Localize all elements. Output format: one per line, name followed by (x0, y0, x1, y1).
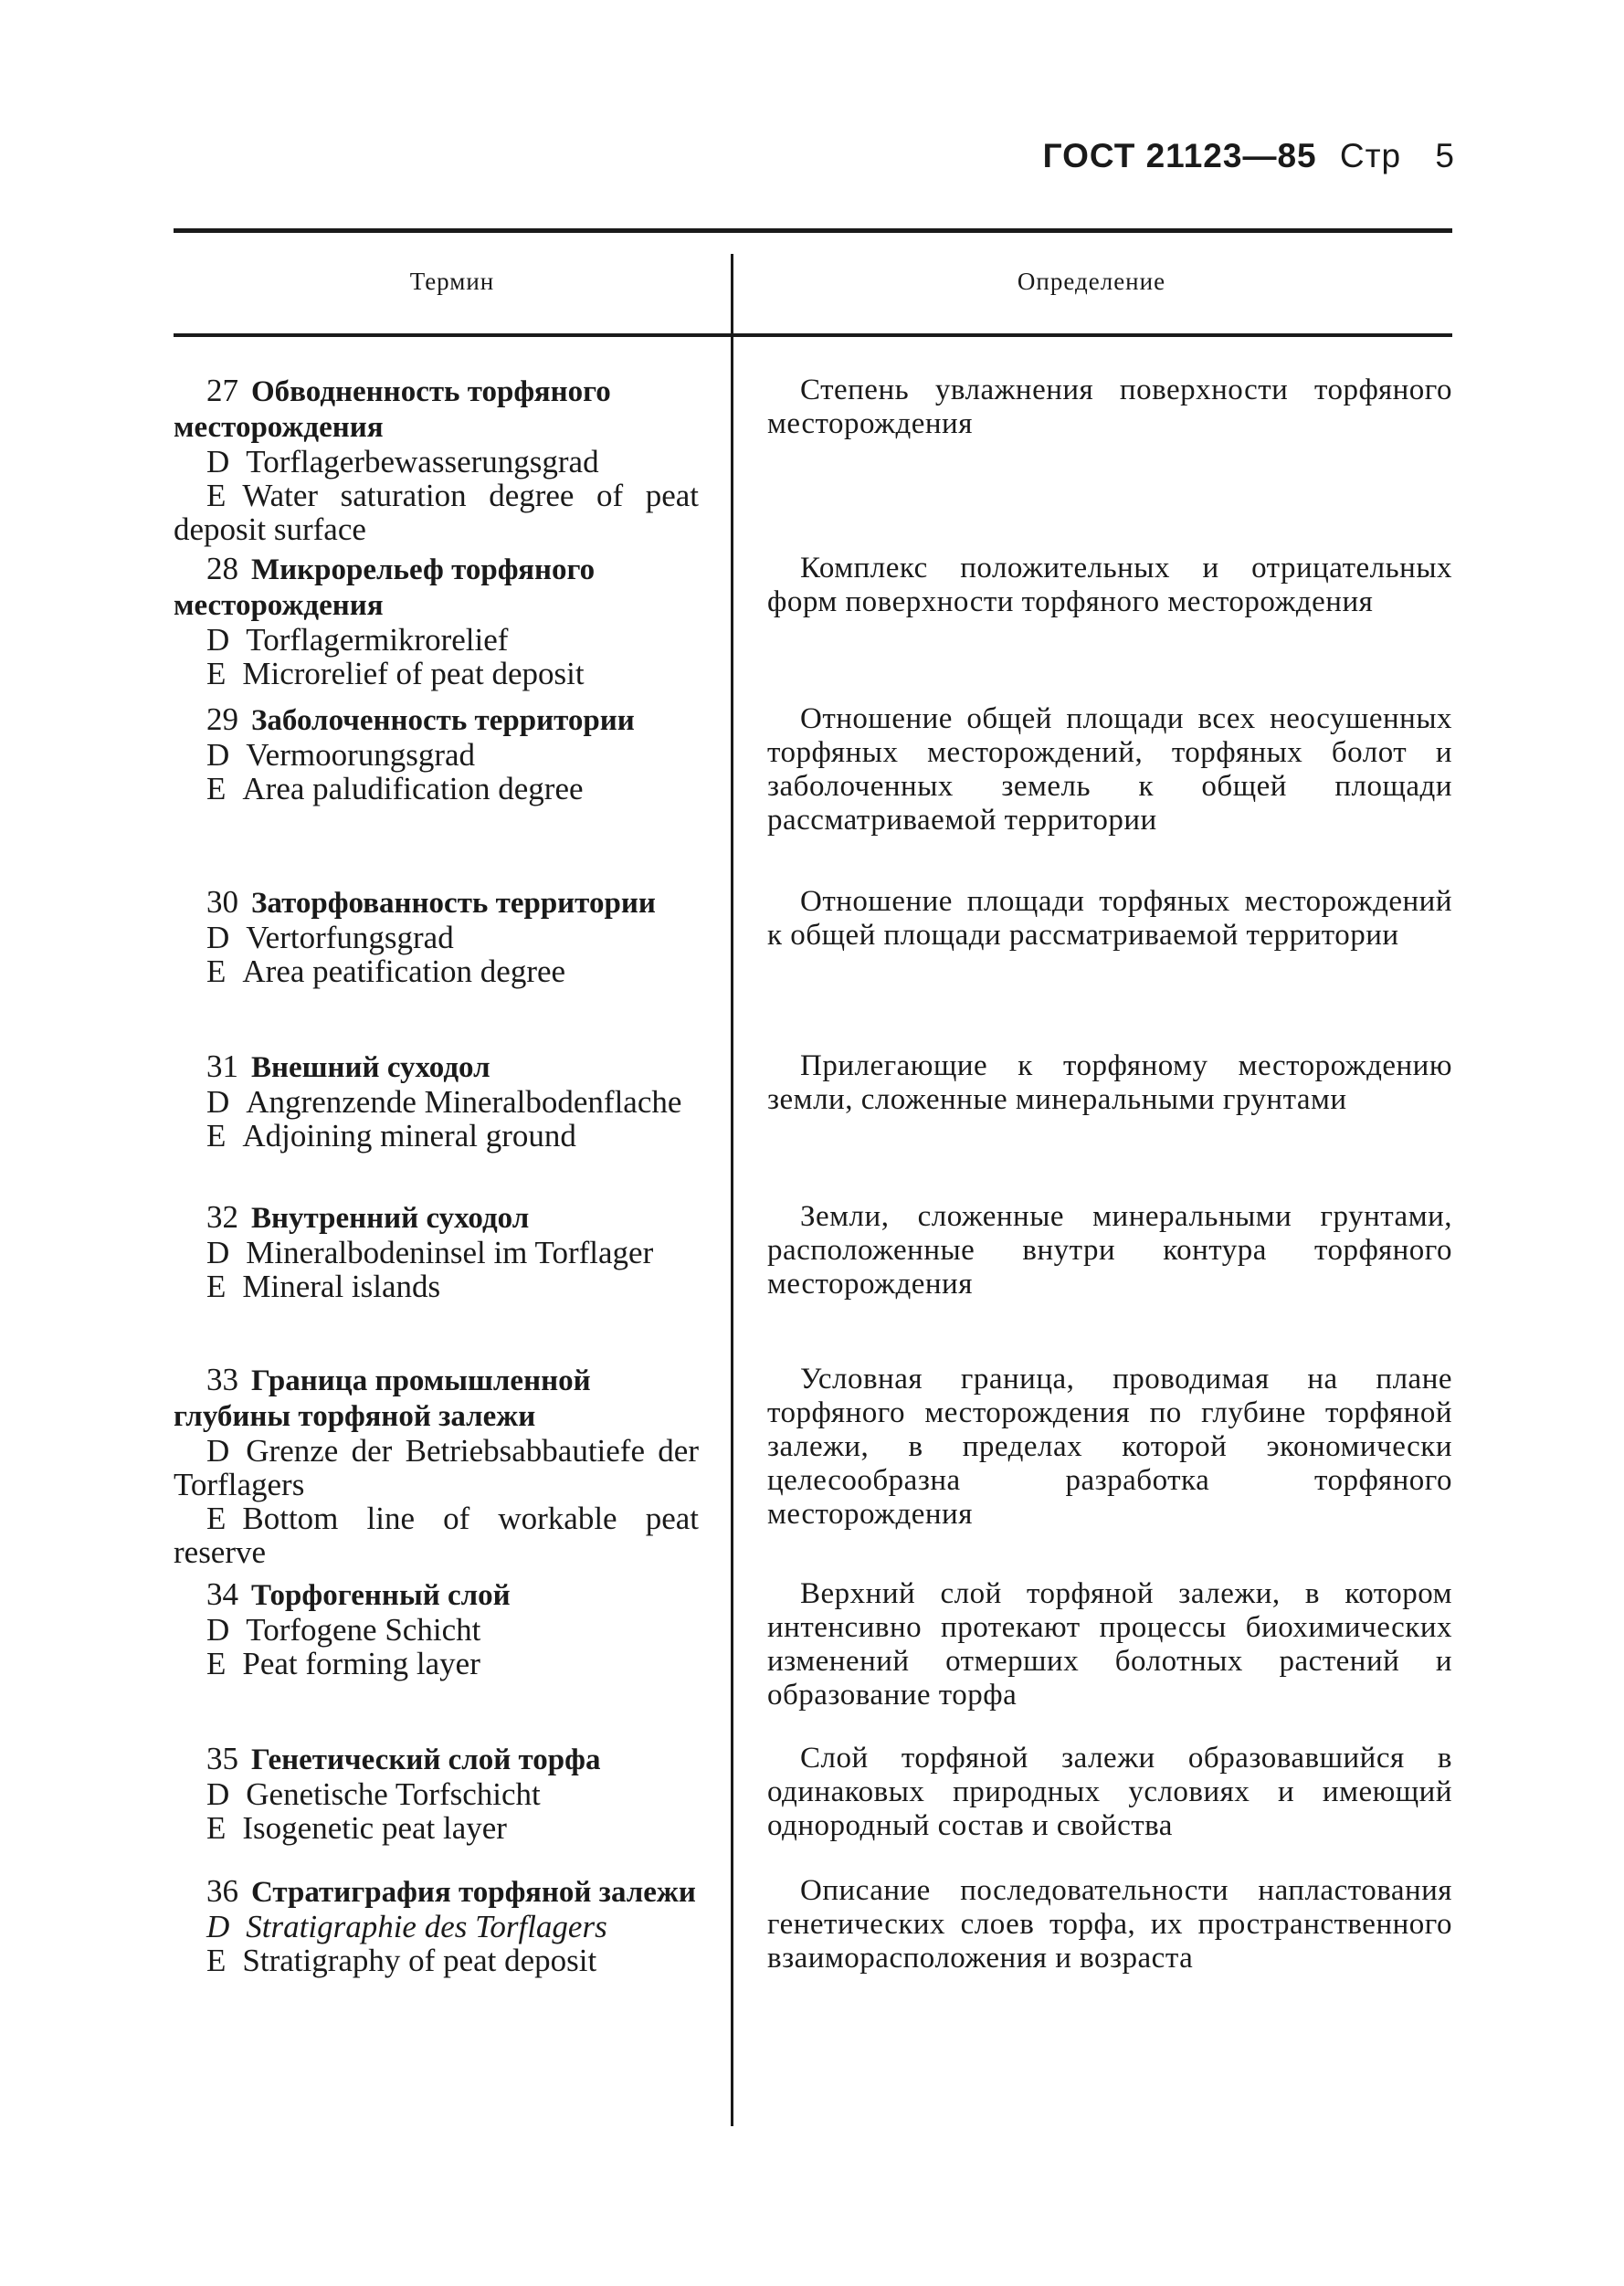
page-number: 5 (1435, 137, 1455, 174)
definition-text: Описание последовательности напластования генетических слоев торфа, их пространственного взаиморасположения и возраста (767, 1874, 1452, 1975)
german-term: Genetische Torfschicht (246, 1776, 541, 1812)
english-label: E (206, 1943, 227, 1978)
english-term: Mineral islands (242, 1269, 441, 1304)
term-cell (174, 1742, 731, 1845)
definition-cell (731, 1363, 1452, 1532)
german-term: Stratigraphie des Torflagers (246, 1909, 607, 1944)
definition-text: Отношение площади торфяных месторождений к общей площади рассматриваемой территории (767, 885, 1452, 952)
term-number: 34 (206, 1576, 238, 1612)
term-number: 29 (206, 701, 238, 737)
term-name: Стратиграфия торфяной залежи (251, 1876, 696, 1909)
term-cell (174, 1363, 731, 1569)
german-term: Angrenzende Mineralbodenflache (246, 1084, 682, 1120)
english-term: Bottom line of workable peat reserve (174, 1501, 699, 1570)
table-header (174, 233, 1452, 333)
table-row (174, 1049, 1452, 1200)
english-term: Microrelief of peat deposit (242, 656, 585, 691)
table-row (174, 1200, 1452, 1363)
english-label: E (206, 1810, 227, 1846)
table-row (174, 1874, 1452, 2048)
definition-text: Отношение общей площади всех неосушенных торфяных месторождений, торфяных болот и заболоченных земель к общей площади рассматриваемой территории (767, 702, 1452, 837)
terms-table (174, 228, 1452, 2048)
term-name: Обводненность торфяного месторождения (174, 375, 611, 444)
german-label: D (206, 1909, 230, 1944)
definition-cell (731, 374, 1452, 441)
table-row (174, 374, 1452, 552)
definition-cell (731, 885, 1452, 953)
definition-cell (731, 702, 1452, 837)
term-cell (174, 1874, 731, 1977)
english-term: Adjoining mineral ground (242, 1118, 576, 1154)
term-cell (174, 552, 731, 690)
german-label: D (206, 622, 230, 658)
term-number: 30 (206, 884, 238, 920)
german-term: Vermoorungsgrad (246, 737, 476, 773)
english-label: E (206, 953, 227, 989)
term-name: Генетический слой торфа (251, 1743, 601, 1776)
term-cell (174, 1577, 731, 1680)
column-header-definition: Определение (1017, 268, 1166, 295)
term-number: 36 (206, 1873, 238, 1909)
definition-cell (731, 1874, 1452, 1975)
german-label: D (206, 1433, 230, 1469)
english-term: Area peatification degree (242, 953, 566, 989)
german-term: Grenze der Betriebsabbautiefe der Torflagers (174, 1433, 699, 1502)
german-term: Mineralbodeninsel im Torflager (246, 1235, 654, 1270)
definition-text: Верхний слой торфяной залежи, в котором интенсивно протекают процессы биохимических изменений отмерших болотных растений и образование торфа (767, 1577, 1452, 1712)
table-row (174, 702, 1452, 885)
definition-text: Условная граница, проводимая на плане торфяного месторождения по глубине торфяной залежи, в пределах которой экономически целесообразна разработка торфяного месторождения (767, 1363, 1452, 1531)
table-row (174, 1742, 1452, 1874)
english-label: E (206, 656, 227, 691)
term-cell (174, 1200, 731, 1303)
term-number: 35 (206, 1741, 238, 1776)
term-number: 28 (206, 551, 238, 586)
term-cell (174, 885, 731, 988)
german-term: Torflagermikrorelief (246, 622, 509, 658)
english-label: E (206, 771, 227, 806)
column-divider (731, 254, 733, 2126)
table-row (174, 552, 1452, 702)
definition-cell (731, 1742, 1452, 1843)
german-term: Vertorfungsgrad (246, 920, 454, 955)
english-term: Peat forming layer (242, 1646, 480, 1681)
term-number: 27 (206, 373, 238, 408)
definition-cell (731, 552, 1452, 619)
term-cell (174, 1049, 731, 1153)
english-term: Stratigraphy of peat deposit (242, 1943, 597, 1978)
definition-cell (731, 1049, 1452, 1117)
table-row (174, 885, 1452, 1049)
term-name: Внешний суходол (251, 1051, 490, 1084)
term-name: Торфогенный слой (251, 1579, 511, 1612)
english-label: E (206, 478, 227, 513)
term-cell (174, 702, 731, 806)
term-number: 33 (206, 1362, 238, 1397)
term-name: Микрорельеф торфяного месторождения (174, 553, 596, 622)
definition-cell (731, 1200, 1452, 1301)
english-label: E (206, 1501, 227, 1536)
english-label: E (206, 1646, 227, 1681)
german-term: Torflagerbewasserungsgrad (246, 444, 599, 479)
german-term: Torfogene Schicht (246, 1612, 481, 1648)
term-name: Заторфованность территории (251, 887, 656, 920)
definition-text: Комплекс положительных и отрицательных форм поверхности торфяного месторождения (767, 552, 1452, 618)
english-term: Water saturation degree of peat deposit surface (174, 478, 699, 547)
definition-text: Земли, сложенные минеральными грунтами, расположенные внутри контура торфяного месторождения (767, 1200, 1452, 1301)
term-cell (174, 374, 731, 546)
definition-text: Степень увлажнения поверхности торфяного месторождения (767, 374, 1452, 440)
german-label: D (206, 444, 230, 479)
english-label: E (206, 1118, 227, 1154)
definition-text: Прилегающие к торфяному месторождению земли, сложенные минеральными грунтами (767, 1049, 1452, 1116)
english-label: E (206, 1269, 227, 1304)
german-label: D (206, 1084, 230, 1120)
definition-text: Слой торфяной залежи образовавшийся в одинаковых природных условиях и имеющий однородный состав и свойства (767, 1742, 1452, 1842)
term-number: 32 (206, 1199, 238, 1235)
term-name: Заболоченность территории (251, 704, 635, 737)
german-label: D (206, 1612, 230, 1648)
german-label: D (206, 920, 230, 955)
term-name: Граница промышленной глубины торфяной залежи (174, 1364, 591, 1433)
german-label: D (206, 1776, 230, 1812)
german-label: D (206, 1235, 230, 1270)
page-header (1043, 137, 1455, 175)
definition-cell (731, 1577, 1452, 1712)
german-label: D (206, 737, 230, 773)
english-term: Area paludification degree (242, 771, 584, 806)
table-row (174, 1363, 1452, 1577)
page-label: Стр (1339, 137, 1402, 174)
table-header-rule (174, 333, 1452, 337)
table-row (174, 1577, 1452, 1742)
table-body (174, 374, 1452, 2048)
term-name: Внутренний суходол (251, 1202, 530, 1235)
column-header-term: Термин (409, 268, 495, 295)
standard-code: ГОСТ 21123—85 (1042, 137, 1317, 174)
term-number: 31 (206, 1048, 238, 1084)
english-term: Isogenetic peat layer (242, 1810, 507, 1846)
